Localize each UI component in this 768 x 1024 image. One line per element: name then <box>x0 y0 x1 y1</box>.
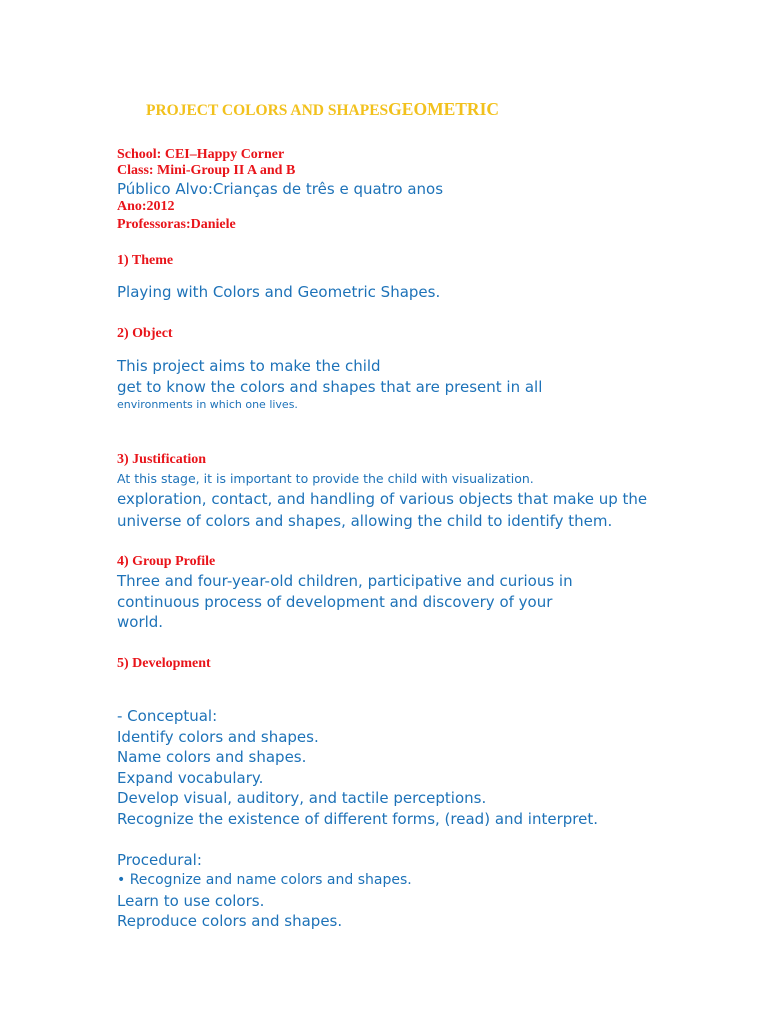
teachers-line: Professoras:Daniele <box>117 217 236 232</box>
conceptual-item: Name colors and shapes. <box>117 748 307 766</box>
justification-line-1: At this stage, it is important to provide the child with visualization. <box>117 471 534 486</box>
conceptual-item: Expand vocabulary. <box>117 768 264 787</box>
object-heading: 2) Object <box>117 326 173 341</box>
theme-heading: 1) Theme <box>117 253 174 268</box>
procedural-item: Reproduce colors and shapes. <box>117 912 343 930</box>
procedural-bullet-item: • Recognize and name colors and shapes. <box>117 872 412 888</box>
development-heading: 5) Development <box>117 656 211 671</box>
title-main: PROJECT COLORS AND SHAPES <box>146 102 389 119</box>
justification-heading: 3) Justification <box>117 452 207 467</box>
justification-line-3: universe of colors and shapes, allowing the child to identify them. <box>117 512 613 530</box>
theme-text: Playing with Colors and Geometric Shapes. <box>117 283 441 301</box>
group-profile-line-3: world. <box>117 613 164 631</box>
object-line-1: This project aims to make the child <box>117 357 381 375</box>
group-profile-line-1: Three and four-year-old children, participative and curious in <box>117 572 573 590</box>
blank-line <box>117 829 598 850</box>
conceptual-item: Develop visual, auditory, and tactile perceptions. <box>117 789 487 807</box>
class-line: Class: Mini-Group II A and B <box>117 163 296 178</box>
group-profile-heading: 4) Group Profile <box>117 554 216 569</box>
document-title <box>146 99 499 120</box>
object-paragraph <box>117 356 542 413</box>
school-line: School: CEI–Happy Corner <box>117 147 285 162</box>
object-line-2: get to know the colors and shapes that are present in all <box>117 377 543 396</box>
group-profile-paragraph <box>117 571 573 633</box>
year-line: Ano:2012 <box>117 199 175 214</box>
conceptual-item: Recognize the existence of different forms, (read) and interpret. <box>117 809 598 828</box>
conceptual-label: - Conceptual: <box>117 707 218 725</box>
procedural-item: Learn to use colors. <box>117 891 265 910</box>
development-content <box>117 706 598 932</box>
group-profile-line-2: continuous process of development and discovery of your <box>117 592 553 611</box>
procedural-label: Procedural: <box>117 850 202 869</box>
object-line-3: environments in which one lives. <box>117 398 298 411</box>
audience-line: Público Alvo:Crianças de três e quatro anos <box>117 180 444 198</box>
title-suffix: GEOMETRIC <box>388 99 500 119</box>
conceptual-item: Identify colors and shapes. <box>117 727 319 746</box>
justification-line-2: exploration, contact, and handling of various objects that make up the <box>117 490 648 508</box>
